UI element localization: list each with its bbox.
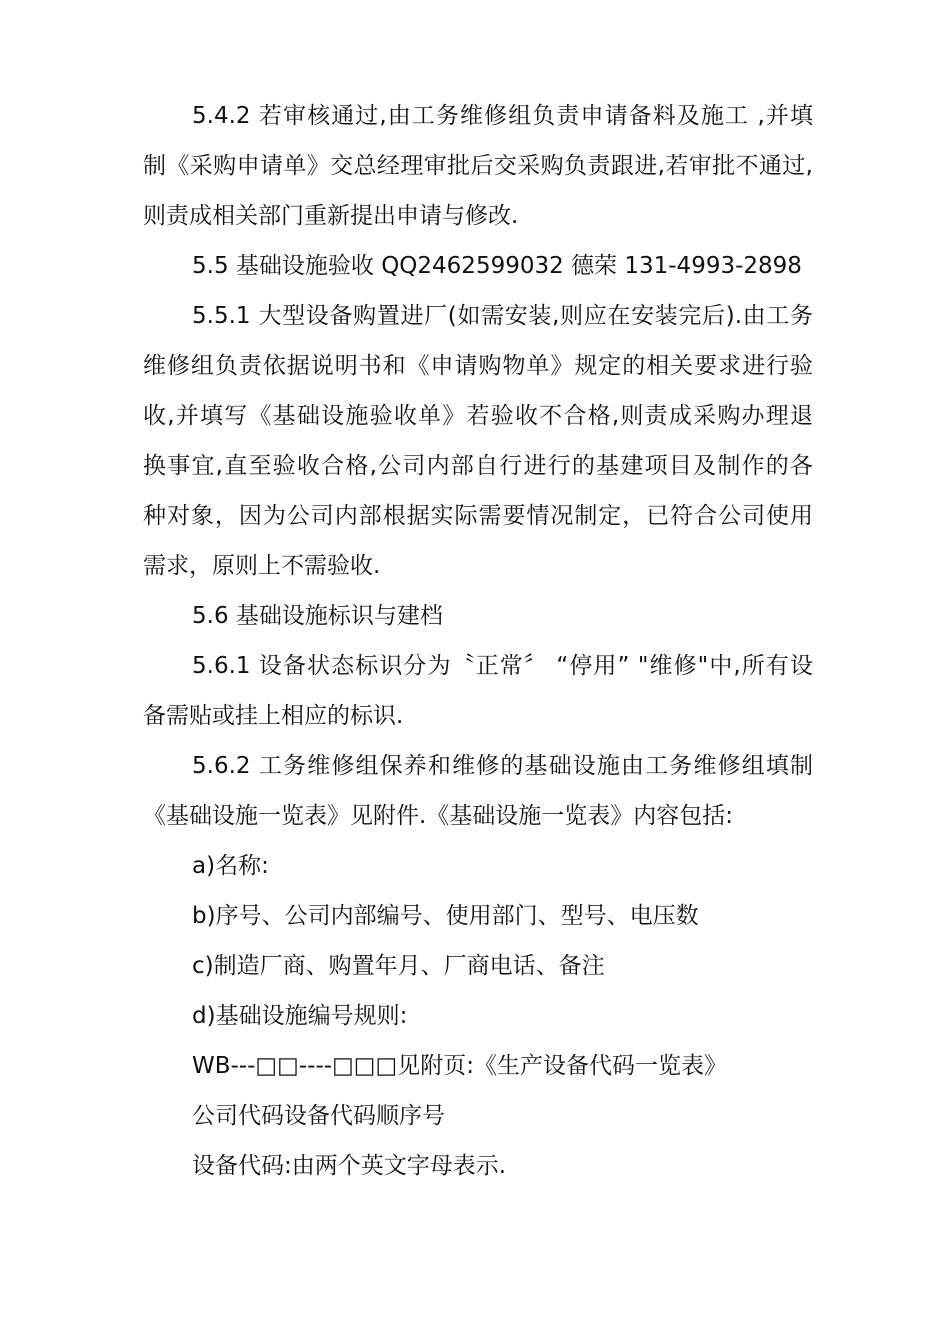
paragraph-5-5-1-line-3: 收,并填写《基础设施验收单》若验收不合格,则责成采购办理退 xyxy=(143,403,813,429)
list-item-b: b)序号、公司内部编号、使用部门、型号、电压数 xyxy=(192,903,699,929)
paragraph-5-5-1-line-6: 需求，原则上不需验收. xyxy=(143,553,381,579)
list-item-a: a)名称: xyxy=(192,853,269,879)
paragraph-5-5-1-line-5: 种对象，因为公司内部根据实际需要情况制定，已符合公司使用 xyxy=(143,503,813,529)
paragraph-5-5-1-line-2: 维修组负责依据说明书和《申请购物单》规定的相关要求进行验 xyxy=(143,353,813,379)
paragraph-5-4-2-line-3: 则责成相关部门重新提出申请与修改. xyxy=(143,203,519,229)
heading-5-5: 5.5 基础设施验收 QQ2462599032 德荣 131-4993-2898 xyxy=(192,253,802,279)
list-item-c: c)制造厂商、购置年月、厂商电话、备注 xyxy=(192,953,605,979)
paragraph-5-6-2-line-2: 《基础设施一览表》见附件.《基础设施一览表》内容包括: xyxy=(143,803,734,829)
paragraph-5-5-1-line-1: 5.5.1 大型设备购置进厂(如需安装,则应在安装完后).由工务 xyxy=(192,303,813,329)
list-item-d: d)基础设施编号规则: xyxy=(192,1003,408,1029)
paragraph-5-6-2-line-1: 5.6.2 工务维修组保养和维修的基础设施由工务维修组填制 xyxy=(192,753,813,779)
paragraph-5-6-1-line-2: 备需贴或挂上相应的标识. xyxy=(143,703,404,729)
paragraph-5-4-2-line-2: 制《采购申请单》交总经理审批后交采购负责跟进,若审批不通过, xyxy=(143,153,813,179)
paragraph-5-4-2-line-1: 5.4.2 若审核通过,由工务维修组负责申请备料及施工 ,并填 xyxy=(192,103,813,129)
heading-5-6: 5.6 基础设施标识与建档 xyxy=(192,603,443,629)
paragraph-5-6-1-line-1: 5.6.1 设备状态标识分为〝正常〞 “停用” "维修"中,所有设 xyxy=(192,653,813,679)
code-format-line: WB---□□----□□□见附页:《生产设备代码一览表》 xyxy=(192,1053,728,1079)
code-format-legend: 公司代码设备代码顺序号 xyxy=(192,1103,445,1129)
equipment-code-note: 设备代码:由两个英文字母表示. xyxy=(192,1153,507,1179)
paragraph-5-5-1-line-4: 换事宜,直至验收合格,公司内部自行进行的基建项目及制作的各 xyxy=(143,453,813,479)
